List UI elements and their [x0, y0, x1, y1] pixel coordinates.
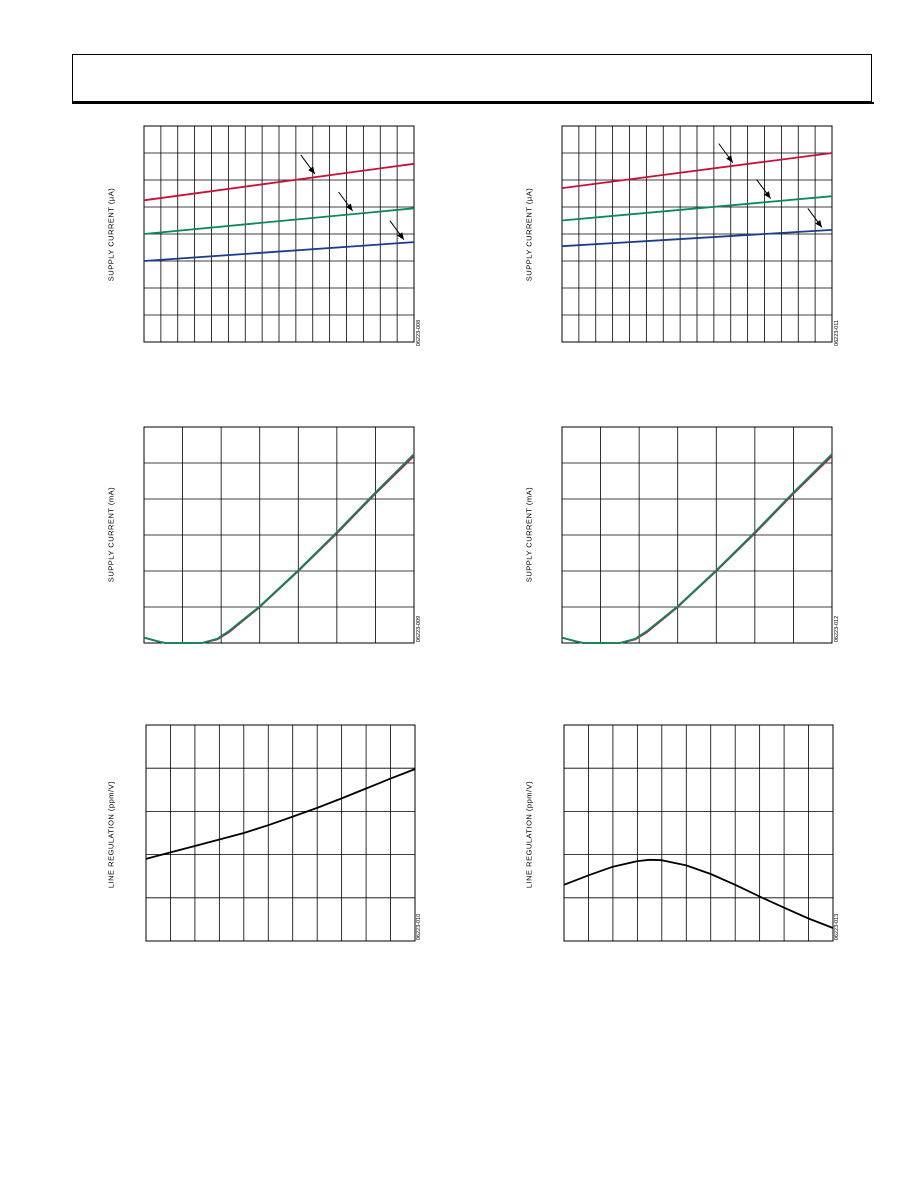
page-header-rule — [72, 102, 874, 104]
plot-frame — [564, 725, 833, 941]
annotation-arrow-head — [346, 204, 353, 211]
series-line-green — [562, 454, 832, 643]
y-axis-label: SUPPLY CURRENT (mA) — [524, 486, 534, 583]
annotation-arrow-head — [764, 191, 771, 198]
figure-id: 06223-010 — [416, 913, 423, 941]
chart-panel-supply-current-right-middle — [514, 420, 894, 680]
chart-panel-line-regulation-left-bottom — [96, 720, 476, 980]
chart-panel-supply-current-right-top — [514, 120, 894, 380]
y-axis-label: SUPPLY CURRENT (µA) — [524, 187, 534, 282]
chart-plot — [146, 725, 415, 941]
y-axis-label: SUPPLY CURRENT (µA) — [106, 187, 116, 282]
figure-id: 06223-009 — [416, 615, 423, 643]
chart-plot — [562, 427, 832, 643]
series-line-black — [564, 860, 833, 928]
chart-plot — [144, 427, 414, 643]
page-header-box — [72, 54, 872, 102]
annotation-arrow-head — [726, 155, 733, 162]
annotation-arrow-head — [815, 220, 822, 227]
y-axis-label: SUPPLY CURRENT (mA) — [106, 486, 116, 583]
figure-id: 06223-008 — [416, 319, 423, 347]
figure-id: 06223-012 — [834, 615, 841, 643]
series-line-green — [144, 454, 414, 643]
y-axis-label: LINE REGULATION (ppm/V) — [106, 780, 116, 889]
chart-plot — [562, 126, 832, 342]
annotation-arrow-head — [397, 232, 404, 239]
annotation-arrow-head — [308, 167, 315, 174]
y-axis-label: LINE REGULATION (ppm/V) — [524, 780, 534, 889]
chart-plot — [144, 126, 414, 342]
plot-frame — [146, 725, 415, 941]
figure-id: 06223-011 — [833, 320, 840, 346]
series-line-black — [146, 769, 415, 859]
chart-plot — [564, 725, 833, 941]
series-line-red — [144, 456, 414, 643]
chart-panel-line-regulation-right-bottom — [514, 720, 894, 980]
chart-panel-supply-current-left-middle — [96, 420, 476, 680]
series-line-red — [562, 456, 832, 643]
chart-panel-supply-current-left-top — [96, 120, 476, 380]
figure-id: 06223-013 — [834, 913, 841, 941]
